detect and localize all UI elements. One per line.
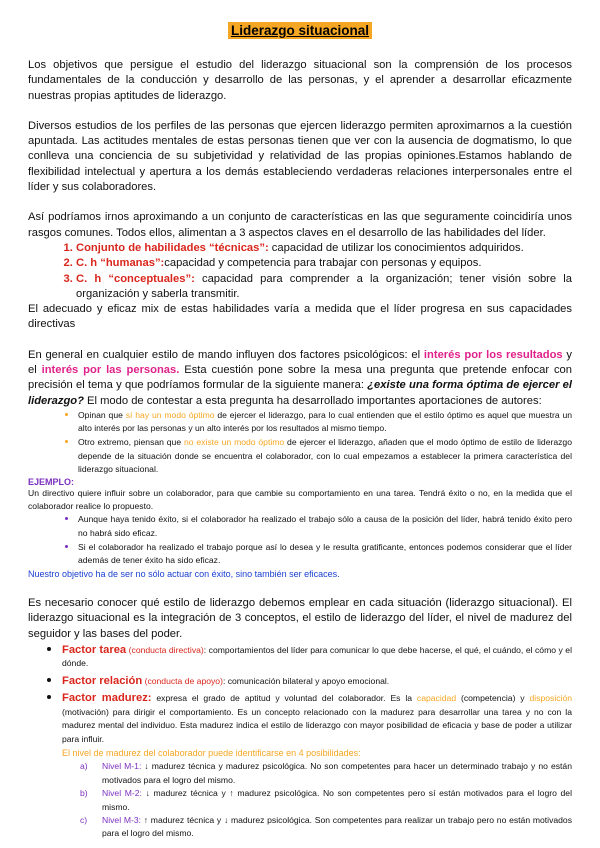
list-item: • Si el colaborador ha realizado el trabajo porque así lo desea y le resulta gratificante, entonces podemos considerar que el líder además de tener éxito ha sido eficaz. <box>78 541 572 567</box>
traits-paragraph: Así podríamos irnos aproximando a un conjunto de características en las que seguramente coincidiría unos rasgos comunes. Todos ellos, alimentan a 3 aspectos claves en el desarrollo de las habilidades del líder. <box>28 211 572 239</box>
list-item: • Factor madurez: expresa el grado de aptitud y voluntad del colaborador. Es la capacidad (competencia) y disposición (motivación) para dirigir el comportamiento. Es un concepto relacionado con la madurez para desarrollar una tarea y no con la madurez mental del individuo. Esta madurez indica el estilo de liderazgo con mayor posibilidad de eficacia y base de poder a utilizar para influir. El nivel de madurez del colaborador puede identificarse en 4 posibilidades: Nivel M-1: ↓ madurez técnica y madurez psicológica. No son competentes para hacer un determinado trabajo y no están motivados para el logro del mismo. Nivel M-2: ↓ madurez técnica y ↑ madurez psicológica. No son competentes pero sí están motivados para el logro del mismo. Nivel M-3: ↑ madurez técnica y ↓ madurez psicológica. Son competentes para realizar un trabajo pero no están motivados para el logro del mismo. <box>62 690 572 840</box>
document-page <box>28 22 572 843</box>
list-item: Nivel M-1: ↓ madurez técnica y madurez psicológica. No son competentes para hacer un determinado trabajo y no están motivados para el logro del mismo. <box>102 761 572 785</box>
list-item: Nivel M-2: ↓ madurez técnica y ↑ madurez psicológica. No son competentes pero sí están motivados para el logro del mismo. <box>102 788 572 812</box>
example-text: Un directivo quiere influir sobre un colaborador, para que cambie su comportamiento en una tarea. Tendrá éxito o no, en la medida que el colaborador realice lo propuesto. <box>28 487 572 512</box>
factors-list <box>28 642 572 841</box>
page-title: Liderazgo situacional <box>228 22 372 39</box>
maturity-note: El nivel de madurez del colaborador puede identificarse en 4 posibilidades: <box>62 747 361 758</box>
list-item: • Otro extremo, piensan que no existe un modo óptimo de ejercer el liderazgo, añaden que el modo óptimo de estilo de liderazgo depende de la situación donde se encuentra el colaborador, con lo cual empezamos a establecer la primera característica del liderazgo situacional. <box>78 436 572 476</box>
situational-paragraph: Es necesario conocer qué estilo de liderazgo debemos emplear en cada situación (liderazgo situacional). El liderazgo situacional es la integración de 3 conceptos, el estilo de liderazgo del líder, el nivel de madurez del seguidor y las bases del poder. <box>28 597 572 640</box>
example-label: EJEMPLO: <box>28 476 75 487</box>
style-paragraph: En general en cualquier estilo de mando influyen dos factores psicológicos: el interés por los resultados y el interés por las personas. Esta cuestión pone sobre la mesa una pregunta que pretende enfocar con precisión el tema y que podríamos formular de la siguiente manera: ¿existe una forma óptima de ejercer el liderazgo? El modo de contestar a esta pregunta ha desarrollado importantes aportaciones de autores: <box>28 348 572 407</box>
list-item: Nivel M-3: ↑ madurez técnica y ↓ madurez psicológica. Son competentes para realizar un trabajo pero no están motivados para el logro del mismo. <box>102 814 572 839</box>
list-item: • Factor tarea (conducta directiva): comportamientos del líder para comunicar lo que debe hacerse, el qué, el cuándo, el cómo y el dónde. <box>62 642 572 671</box>
list-item: 1. Conjunto de habilidades “técnicas”: capacidad de utilizar los conocimientos adquiridos. <box>76 241 572 256</box>
example-list <box>28 513 572 567</box>
list-item: 3. C. h “conceptuales”: capacidad para comprender a la organización; tener visión sobre la organización y saberla transmitir. <box>76 272 572 303</box>
list-item: • Opinan que sí hay un modo óptimo de ejercer el liderazgo, para lo cual entienden que el estilo óptimo es aquel que muestra un alto interés por las personas y un alto interés por los resultados al mismo tiempo. <box>78 409 572 435</box>
opinions-list <box>28 409 572 476</box>
mix-paragraph: El adecuado y eficaz mix de estas habilidades varía a medida que el líder progresa en sus capacidades directivas <box>28 303 572 331</box>
list-item: 2. C. h “humanas”:capacidad y competencia para trabajar con personas y equipos. <box>76 256 572 271</box>
list-item: • Aunque haya tenido éxito, si el colaborador ha realizado el trabajo sólo a causa de la posición del líder, habrá tenido éxito pero no habrá sido eficaz. <box>78 513 572 539</box>
list-item: • Factor relación (conducta de apoyo): comunicación bilateral y apoyo emocional. <box>62 673 572 688</box>
maturity-levels-list <box>62 760 572 840</box>
skills-list <box>28 241 572 302</box>
objective-note: Nuestro objetivo ha de ser no sólo actuar con éxito, sino también ser eficaces. <box>28 569 340 580</box>
profiles-paragraph: Diversos estudios de los perfiles de las personas que ejercen liderazgo permiten aproximarnos a la cuestión apuntada. Las actitudes mentales de estas personas tienen que ver con la ausencia de dogmatismo, lo que conlleva una conciencia de su subjetividad y relatividad de las propias opiniones.Estamos hablando de flexibilidad intelectual y apertura a los demás estableciendo verdaderas relaciones interpersonales entre el líder y sus colaboradores. <box>28 119 572 194</box>
intro-paragraph: Los objetivos que persigue el estudio del liderazgo situacional son la comprensión de los procesos fundamentales de la conducción y desarrollo de las personas, y el aprender a desarrollar eficazmente nuestras propias aptitudes de liderazgo. <box>28 59 572 102</box>
